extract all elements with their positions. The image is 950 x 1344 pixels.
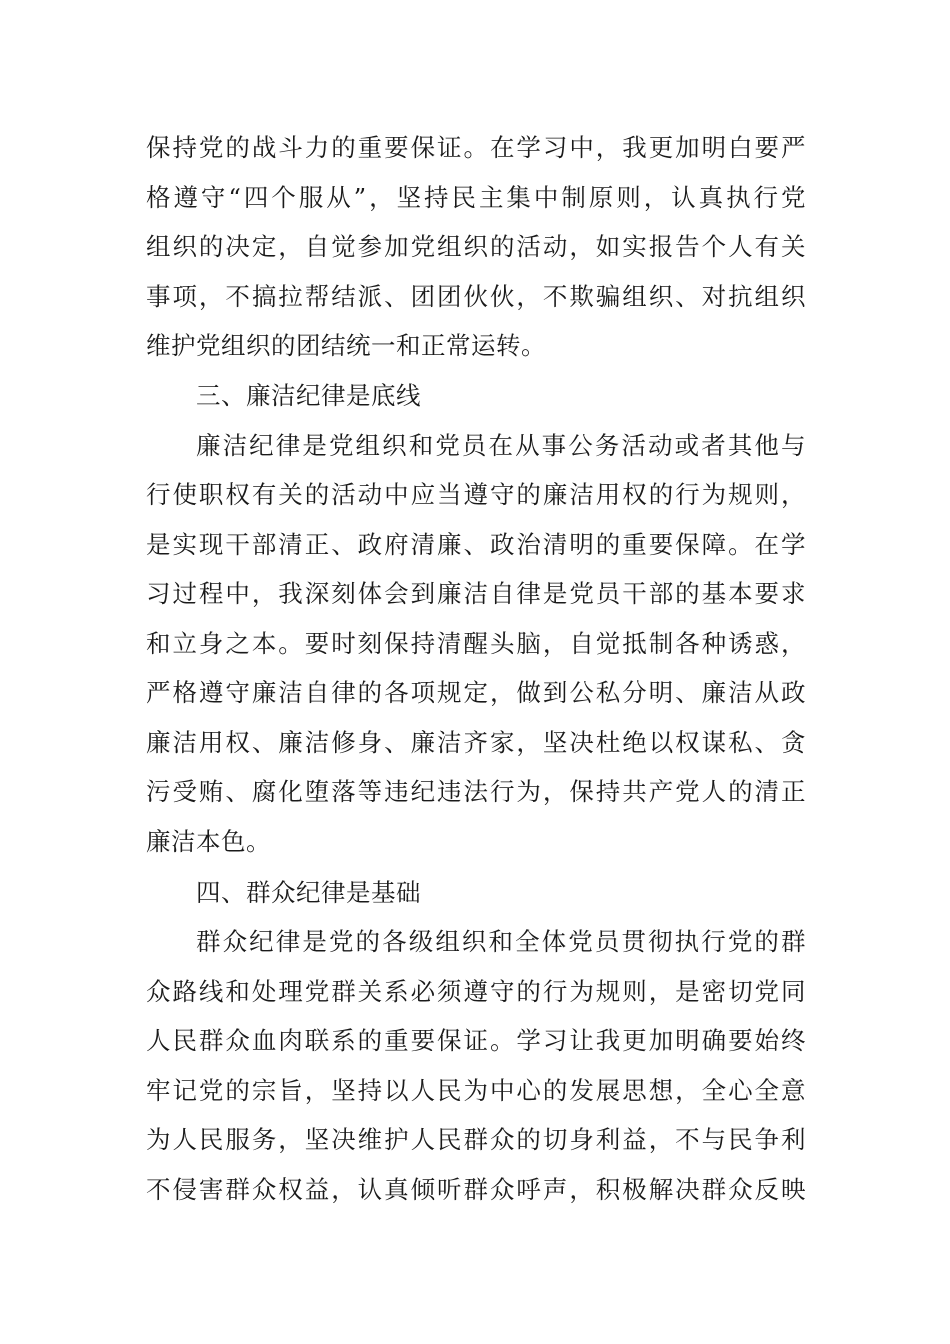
paragraph-line: 组织的决定，自觉参加党组织的活动，如实报告个人有关 bbox=[146, 232, 806, 261]
paragraph-line: 是实现干部清正、政府清廉、政治清明的重要保障。在学 bbox=[146, 530, 806, 559]
paragraph-line: 群众纪律是党的各级组织和全体党员贯彻执行党的群 bbox=[196, 927, 806, 956]
paragraph-line: 为人民服务，坚决维护人民群众的切身利益，不与民争利 bbox=[146, 1125, 806, 1154]
paragraph-line: 污受贿、腐化堕落等违纪违法行为，保持共产党人的清正 bbox=[146, 777, 806, 806]
paragraph-line: 维护党组织的团结统一和正常运转。 bbox=[146, 331, 546, 360]
paragraph-line: 众路线和处理党群关系必须遵守的行为规则，是密切党同 bbox=[146, 977, 806, 1006]
paragraph-line: 廉洁纪律是党组织和党员在从事公务活动或者其他与 bbox=[196, 431, 806, 460]
paragraph-line: 格遵守“四个服从”，坚持民主集中制原则，认真执行党 bbox=[146, 183, 806, 212]
paragraph-line: 廉洁本色。 bbox=[146, 827, 271, 856]
paragraph-line: 廉洁用权、廉洁修身、廉洁齐家，坚决杜绝以权谋私、贪 bbox=[146, 728, 806, 757]
paragraph-line: 行使职权有关的活动中应当遵守的廉洁用权的行为规则， bbox=[146, 480, 806, 509]
paragraph-line: 严格遵守廉洁自律的各项规定，做到公私分明、廉洁从政 bbox=[146, 678, 806, 707]
paragraph-line: 牢记党的宗旨，坚持以人民为中心的发展思想，全心全意 bbox=[146, 1076, 806, 1105]
paragraph-line: 保持党的战斗力的重要保证。在学习中，我更加明白要严 bbox=[146, 133, 806, 162]
paragraph-line: 习过程中，我深刻体会到廉洁自律是党员干部的基本要求 bbox=[146, 579, 806, 608]
paragraph-line: 事项，不搞拉帮结派、团团伙伙，不欺骗组织、对抗组织 bbox=[146, 282, 806, 311]
paragraph-line: 人民群众血肉联系的重要保证。学习让我更加明确要始终 bbox=[146, 1026, 806, 1055]
section-heading: 三、廉洁纪律是底线 bbox=[196, 381, 421, 410]
paragraph-line: 不侵害群众权益，认真倾听群众呼声，积极解决群众反映 bbox=[146, 1175, 806, 1204]
section-heading: 四、群众纪律是基础 bbox=[196, 878, 421, 907]
paragraph-line: 和立身之本。要时刻保持清醒头脑，自觉抵制各种诱惑， bbox=[146, 629, 806, 658]
